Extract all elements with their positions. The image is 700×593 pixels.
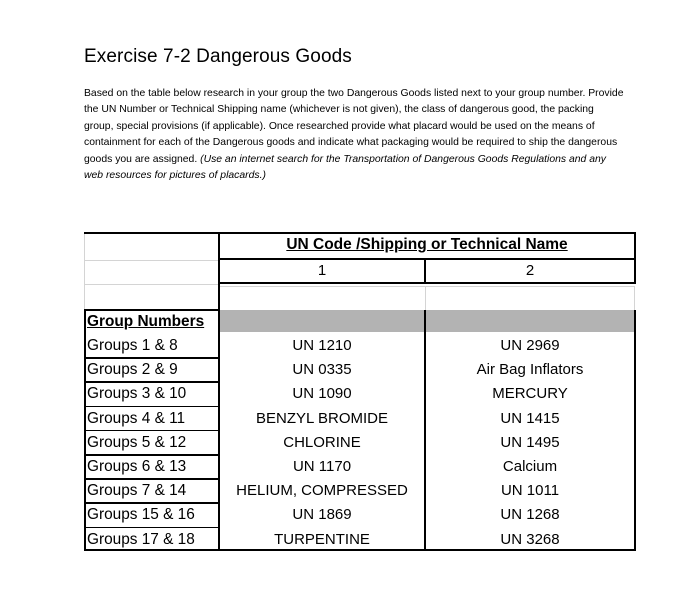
intro-italic-note: (Use an internet search for the Transportation of Dangerous Goods Regulations and any web resources for pictures of placards.) xyxy=(84,153,606,182)
row-value-2: Calcium xyxy=(502,458,558,475)
row-value-1: HELIUM, COMPRESSED xyxy=(236,482,408,500)
row-group-label: Groups 5 & 12 xyxy=(87,433,187,451)
page-title: Exercise 7-2 Dangerous Goods xyxy=(84,46,352,67)
row-value-1: UN 1170 xyxy=(292,458,352,475)
row-group-label: Groups 7 & 14 xyxy=(87,482,187,500)
row-value-2: UN 1415 xyxy=(500,409,560,427)
row-value-1: UN 1090 xyxy=(292,385,352,403)
intro-text: Based on the table below research in your group the two Dangerous Goods listed next to your group number. Provide the UN Number or Technical Shipping name (whichever is not given), the class of dangerous good, the packing group, special provisions (if applicable). Once researched provide what placard would be used on the means of containment for each of the Dangerous goods and indicate what packaging would be required to ship the dangerous goods you are assigned. xyxy=(84,88,624,165)
row-group-label: Groups 17 & 18 xyxy=(87,530,195,548)
row-group-label: Groups 6 & 13 xyxy=(87,458,187,475)
row-value-1: TURPENTINE xyxy=(274,530,370,548)
row-value-1: CHLORINE xyxy=(283,433,361,451)
column-header-2: 2 xyxy=(525,262,535,279)
column-header-1: 1 xyxy=(317,262,327,279)
row-group-label: Groups 1 & 8 xyxy=(87,337,178,354)
row-value-2: UN 3268 xyxy=(500,530,560,548)
row-value-2: UN 1268 xyxy=(500,506,560,524)
row-group-label: Groups 3 & 10 xyxy=(87,385,187,403)
row-value-2: UN 2969 xyxy=(500,337,560,354)
table-header-title: UN Code /Shipping or Technical Name xyxy=(286,236,568,253)
intro-paragraph xyxy=(84,86,624,184)
row-group-label: Groups 2 & 9 xyxy=(87,361,178,379)
row-value-2: MERCURY xyxy=(492,385,568,403)
row-value-1: BENZYL BROMIDE xyxy=(256,409,388,427)
row-value-2: UN 1011 xyxy=(500,482,560,500)
row-value-1: UN 1869 xyxy=(292,506,352,524)
row-value-1: UN 1210 xyxy=(292,337,352,354)
dangerous-goods-table xyxy=(84,232,636,551)
group-numbers-header: Group Numbers xyxy=(87,313,205,330)
gray-header-band xyxy=(220,310,634,332)
row-value-2: Air Bag Inflators xyxy=(476,361,584,379)
row-value-2: UN 1495 xyxy=(500,433,560,451)
row-value-1: UN 0335 xyxy=(292,361,352,379)
row-group-label: Groups 15 & 16 xyxy=(87,506,195,524)
row-group-label: Groups 4 & 11 xyxy=(87,409,186,427)
